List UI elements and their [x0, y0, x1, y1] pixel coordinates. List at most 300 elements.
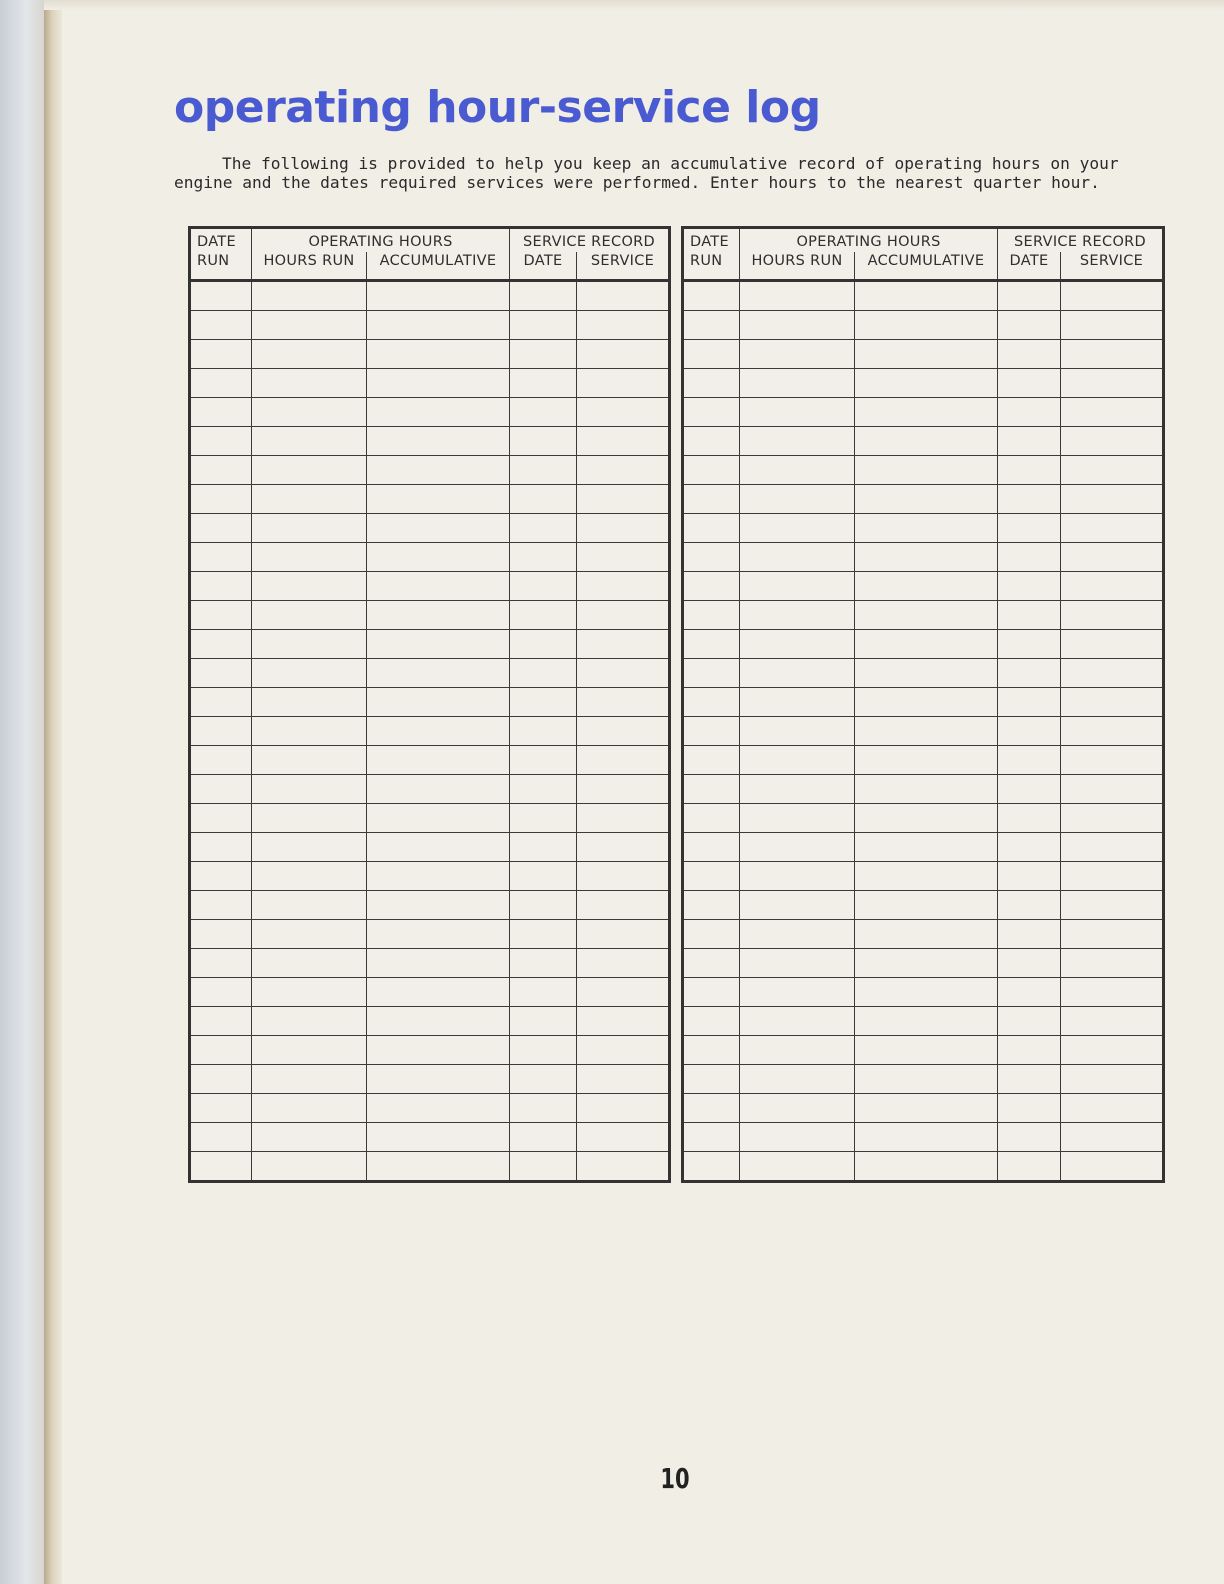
service-date-cell[interactable]	[510, 427, 577, 456]
accumulative-cell[interactable]	[367, 804, 510, 833]
service-date-cell[interactable]	[998, 1094, 1061, 1123]
service-cell[interactable]	[577, 427, 670, 456]
service-date-cell[interactable]	[998, 1065, 1061, 1094]
service-date-cell[interactable]	[998, 485, 1061, 514]
service-cell[interactable]	[1061, 311, 1164, 340]
service-date-cell[interactable]	[998, 281, 1061, 311]
accumulative-cell[interactable]	[367, 1152, 510, 1182]
accumulative-cell[interactable]	[367, 1065, 510, 1094]
service-date-cell[interactable]	[998, 659, 1061, 688]
hours-run-cell[interactable]	[740, 862, 855, 891]
service-date-cell[interactable]	[998, 601, 1061, 630]
hours-run-cell[interactable]	[740, 456, 855, 485]
date-run-cell[interactable]	[190, 659, 252, 688]
service-date-cell[interactable]	[510, 601, 577, 630]
service-date-cell[interactable]	[510, 340, 577, 369]
hours-run-cell[interactable]	[740, 311, 855, 340]
service-cell[interactable]	[1061, 1007, 1164, 1036]
hours-run-cell[interactable]	[252, 1152, 367, 1182]
hours-run-cell[interactable]	[740, 630, 855, 659]
date-run-cell[interactable]	[683, 543, 740, 572]
service-cell[interactable]	[577, 1152, 670, 1182]
service-cell[interactable]	[577, 1123, 670, 1152]
service-cell[interactable]	[1061, 1094, 1164, 1123]
hours-run-cell[interactable]	[740, 1152, 855, 1182]
service-date-cell[interactable]	[998, 891, 1061, 920]
hours-run-cell[interactable]	[252, 1094, 367, 1123]
service-date-cell[interactable]	[998, 543, 1061, 572]
accumulative-cell[interactable]	[855, 340, 998, 369]
service-date-cell[interactable]	[998, 688, 1061, 717]
service-date-cell[interactable]	[510, 1123, 577, 1152]
hours-run-cell[interactable]	[252, 630, 367, 659]
accumulative-cell[interactable]	[855, 398, 998, 427]
date-run-cell[interactable]	[190, 746, 252, 775]
date-run-cell[interactable]	[683, 717, 740, 746]
date-run-cell[interactable]	[190, 456, 252, 485]
accumulative-cell[interactable]	[855, 1036, 998, 1065]
service-date-cell[interactable]	[998, 862, 1061, 891]
service-date-cell[interactable]	[510, 659, 577, 688]
service-date-cell[interactable]	[510, 978, 577, 1007]
date-run-cell[interactable]	[683, 427, 740, 456]
service-cell[interactable]	[1061, 775, 1164, 804]
service-cell[interactable]	[1061, 340, 1164, 369]
service-date-cell[interactable]	[998, 717, 1061, 746]
accumulative-cell[interactable]	[855, 1123, 998, 1152]
accumulative-cell[interactable]	[855, 920, 998, 949]
service-cell[interactable]	[1061, 456, 1164, 485]
date-run-cell[interactable]	[683, 688, 740, 717]
hours-run-cell[interactable]	[252, 572, 367, 601]
hours-run-cell[interactable]	[740, 369, 855, 398]
service-date-cell[interactable]	[998, 804, 1061, 833]
hours-run-cell[interactable]	[252, 949, 367, 978]
service-cell[interactable]	[1061, 1036, 1164, 1065]
accumulative-cell[interactable]	[855, 514, 998, 543]
date-run-cell[interactable]	[683, 862, 740, 891]
hours-run-cell[interactable]	[252, 833, 367, 862]
accumulative-cell[interactable]	[367, 688, 510, 717]
hours-run-cell[interactable]	[740, 746, 855, 775]
hours-run-cell[interactable]	[740, 485, 855, 514]
service-date-cell[interactable]	[998, 978, 1061, 1007]
service-cell[interactable]	[1061, 717, 1164, 746]
service-cell[interactable]	[1061, 978, 1164, 1007]
accumulative-cell[interactable]	[367, 572, 510, 601]
accumulative-cell[interactable]	[855, 862, 998, 891]
service-cell[interactable]	[577, 659, 670, 688]
accumulative-cell[interactable]	[855, 746, 998, 775]
service-date-cell[interactable]	[510, 281, 577, 311]
accumulative-cell[interactable]	[367, 630, 510, 659]
date-run-cell[interactable]	[683, 804, 740, 833]
accumulative-cell[interactable]	[367, 601, 510, 630]
hours-run-cell[interactable]	[740, 1036, 855, 1065]
hours-run-cell[interactable]	[252, 688, 367, 717]
service-cell[interactable]	[577, 514, 670, 543]
service-cell[interactable]	[1061, 398, 1164, 427]
accumulative-cell[interactable]	[367, 456, 510, 485]
service-cell[interactable]	[1061, 281, 1164, 311]
service-date-cell[interactable]	[510, 746, 577, 775]
service-date-cell[interactable]	[510, 630, 577, 659]
date-run-cell[interactable]	[190, 281, 252, 311]
service-date-cell[interactable]	[998, 514, 1061, 543]
hours-run-cell[interactable]	[252, 369, 367, 398]
hours-run-cell[interactable]	[252, 1036, 367, 1065]
service-cell[interactable]	[1061, 369, 1164, 398]
accumulative-cell[interactable]	[367, 340, 510, 369]
service-date-cell[interactable]	[510, 688, 577, 717]
accumulative-cell[interactable]	[367, 949, 510, 978]
service-cell[interactable]	[1061, 688, 1164, 717]
hours-run-cell[interactable]	[252, 920, 367, 949]
hours-run-cell[interactable]	[740, 340, 855, 369]
accumulative-cell[interactable]	[367, 746, 510, 775]
service-date-cell[interactable]	[510, 572, 577, 601]
accumulative-cell[interactable]	[855, 688, 998, 717]
service-cell[interactable]	[577, 1094, 670, 1123]
accumulative-cell[interactable]	[367, 311, 510, 340]
service-cell[interactable]	[577, 833, 670, 862]
date-run-cell[interactable]	[190, 717, 252, 746]
date-run-cell[interactable]	[683, 659, 740, 688]
hours-run-cell[interactable]	[740, 1123, 855, 1152]
date-run-cell[interactable]	[683, 1065, 740, 1094]
service-cell[interactable]	[1061, 949, 1164, 978]
accumulative-cell[interactable]	[855, 1007, 998, 1036]
service-cell[interactable]	[1061, 920, 1164, 949]
date-run-cell[interactable]	[190, 804, 252, 833]
service-cell[interactable]	[577, 311, 670, 340]
service-cell[interactable]	[1061, 833, 1164, 862]
accumulative-cell[interactable]	[855, 659, 998, 688]
accumulative-cell[interactable]	[367, 659, 510, 688]
date-run-cell[interactable]	[683, 340, 740, 369]
date-run-cell[interactable]	[190, 688, 252, 717]
hours-run-cell[interactable]	[740, 1094, 855, 1123]
date-run-cell[interactable]	[190, 601, 252, 630]
date-run-cell[interactable]	[190, 1036, 252, 1065]
accumulative-cell[interactable]	[367, 427, 510, 456]
accumulative-cell[interactable]	[367, 891, 510, 920]
date-run-cell[interactable]	[683, 630, 740, 659]
service-date-cell[interactable]	[998, 456, 1061, 485]
date-run-cell[interactable]	[683, 1036, 740, 1065]
service-cell[interactable]	[1061, 485, 1164, 514]
service-cell[interactable]	[1061, 630, 1164, 659]
date-run-cell[interactable]	[683, 746, 740, 775]
service-cell[interactable]	[577, 891, 670, 920]
hours-run-cell[interactable]	[252, 1065, 367, 1094]
date-run-cell[interactable]	[190, 340, 252, 369]
hours-run-cell[interactable]	[740, 775, 855, 804]
date-run-cell[interactable]	[190, 485, 252, 514]
service-date-cell[interactable]	[510, 369, 577, 398]
hours-run-cell[interactable]	[252, 543, 367, 572]
date-run-cell[interactable]	[683, 369, 740, 398]
service-date-cell[interactable]	[510, 311, 577, 340]
service-date-cell[interactable]	[510, 717, 577, 746]
hours-run-cell[interactable]	[252, 456, 367, 485]
accumulative-cell[interactable]	[367, 398, 510, 427]
service-date-cell[interactable]	[998, 1123, 1061, 1152]
accumulative-cell[interactable]	[855, 456, 998, 485]
date-run-cell[interactable]	[190, 543, 252, 572]
date-run-cell[interactable]	[683, 485, 740, 514]
service-date-cell[interactable]	[998, 630, 1061, 659]
accumulative-cell[interactable]	[855, 630, 998, 659]
hours-run-cell[interactable]	[740, 281, 855, 311]
hours-run-cell[interactable]	[740, 688, 855, 717]
service-cell[interactable]	[1061, 746, 1164, 775]
service-date-cell[interactable]	[510, 920, 577, 949]
date-run-cell[interactable]	[190, 891, 252, 920]
date-run-cell[interactable]	[190, 775, 252, 804]
hours-run-cell[interactable]	[252, 601, 367, 630]
hours-run-cell[interactable]	[252, 659, 367, 688]
service-date-cell[interactable]	[998, 775, 1061, 804]
service-cell[interactable]	[577, 369, 670, 398]
accumulative-cell[interactable]	[367, 775, 510, 804]
service-date-cell[interactable]	[510, 949, 577, 978]
service-cell[interactable]	[577, 746, 670, 775]
date-run-cell[interactable]	[683, 833, 740, 862]
service-date-cell[interactable]	[998, 1152, 1061, 1182]
accumulative-cell[interactable]	[367, 514, 510, 543]
date-run-cell[interactable]	[683, 949, 740, 978]
date-run-cell[interactable]	[683, 456, 740, 485]
service-date-cell[interactable]	[510, 456, 577, 485]
hours-run-cell[interactable]	[252, 775, 367, 804]
date-run-cell[interactable]	[190, 311, 252, 340]
accumulative-cell[interactable]	[855, 485, 998, 514]
hours-run-cell[interactable]	[252, 891, 367, 920]
service-cell[interactable]	[577, 456, 670, 485]
service-cell[interactable]	[577, 281, 670, 311]
date-run-cell[interactable]	[683, 514, 740, 543]
date-run-cell[interactable]	[190, 1094, 252, 1123]
accumulative-cell[interactable]	[855, 891, 998, 920]
service-date-cell[interactable]	[998, 572, 1061, 601]
service-date-cell[interactable]	[998, 311, 1061, 340]
date-run-cell[interactable]	[190, 398, 252, 427]
accumulative-cell[interactable]	[855, 1094, 998, 1123]
date-run-cell[interactable]	[190, 833, 252, 862]
service-date-cell[interactable]	[510, 1036, 577, 1065]
hours-run-cell[interactable]	[252, 340, 367, 369]
service-date-cell[interactable]	[998, 398, 1061, 427]
date-run-cell[interactable]	[683, 978, 740, 1007]
date-run-cell[interactable]	[190, 920, 252, 949]
service-date-cell[interactable]	[510, 1094, 577, 1123]
service-date-cell[interactable]	[510, 485, 577, 514]
hours-run-cell[interactable]	[740, 398, 855, 427]
hours-run-cell[interactable]	[252, 398, 367, 427]
service-date-cell[interactable]	[998, 746, 1061, 775]
service-date-cell[interactable]	[998, 949, 1061, 978]
accumulative-cell[interactable]	[367, 978, 510, 1007]
date-run-cell[interactable]	[683, 1123, 740, 1152]
accumulative-cell[interactable]	[367, 717, 510, 746]
service-cell[interactable]	[1061, 1065, 1164, 1094]
hours-run-cell[interactable]	[740, 1007, 855, 1036]
hours-run-cell[interactable]	[252, 514, 367, 543]
accumulative-cell[interactable]	[367, 920, 510, 949]
hours-run-cell[interactable]	[252, 746, 367, 775]
date-run-cell[interactable]	[683, 1094, 740, 1123]
service-date-cell[interactable]	[510, 1007, 577, 1036]
service-cell[interactable]	[577, 601, 670, 630]
accumulative-cell[interactable]	[367, 485, 510, 514]
accumulative-cell[interactable]	[367, 833, 510, 862]
service-date-cell[interactable]	[510, 398, 577, 427]
service-cell[interactable]	[577, 1065, 670, 1094]
date-run-cell[interactable]	[683, 311, 740, 340]
service-cell[interactable]	[1061, 543, 1164, 572]
date-run-cell[interactable]	[683, 891, 740, 920]
service-date-cell[interactable]	[510, 862, 577, 891]
date-run-cell[interactable]	[683, 572, 740, 601]
service-cell[interactable]	[1061, 891, 1164, 920]
service-cell[interactable]	[577, 688, 670, 717]
service-date-cell[interactable]	[510, 1065, 577, 1094]
service-cell[interactable]	[577, 572, 670, 601]
hours-run-cell[interactable]	[740, 572, 855, 601]
date-run-cell[interactable]	[190, 1123, 252, 1152]
hours-run-cell[interactable]	[740, 601, 855, 630]
service-cell[interactable]	[1061, 659, 1164, 688]
hours-run-cell[interactable]	[252, 717, 367, 746]
service-date-cell[interactable]	[510, 514, 577, 543]
date-run-cell[interactable]	[190, 369, 252, 398]
hours-run-cell[interactable]	[252, 1007, 367, 1036]
date-run-cell[interactable]	[190, 1065, 252, 1094]
hours-run-cell[interactable]	[252, 1123, 367, 1152]
accumulative-cell[interactable]	[855, 369, 998, 398]
accumulative-cell[interactable]	[367, 1036, 510, 1065]
accumulative-cell[interactable]	[367, 1007, 510, 1036]
service-cell[interactable]	[577, 485, 670, 514]
date-run-cell[interactable]	[190, 1152, 252, 1182]
service-cell[interactable]	[577, 978, 670, 1007]
hours-run-cell[interactable]	[252, 281, 367, 311]
date-run-cell[interactable]	[683, 920, 740, 949]
service-cell[interactable]	[577, 920, 670, 949]
service-date-cell[interactable]	[510, 1152, 577, 1182]
hours-run-cell[interactable]	[740, 514, 855, 543]
service-cell[interactable]	[577, 1007, 670, 1036]
service-date-cell[interactable]	[510, 891, 577, 920]
accumulative-cell[interactable]	[855, 281, 998, 311]
accumulative-cell[interactable]	[367, 369, 510, 398]
date-run-cell[interactable]	[190, 1007, 252, 1036]
service-cell[interactable]	[577, 775, 670, 804]
hours-run-cell[interactable]	[252, 311, 367, 340]
service-cell[interactable]	[577, 717, 670, 746]
hours-run-cell[interactable]	[740, 978, 855, 1007]
hours-run-cell[interactable]	[740, 891, 855, 920]
service-date-cell[interactable]	[510, 775, 577, 804]
accumulative-cell[interactable]	[855, 311, 998, 340]
accumulative-cell[interactable]	[855, 775, 998, 804]
date-run-cell[interactable]	[190, 862, 252, 891]
service-cell[interactable]	[1061, 862, 1164, 891]
service-date-cell[interactable]	[998, 427, 1061, 456]
service-date-cell[interactable]	[998, 369, 1061, 398]
accumulative-cell[interactable]	[855, 543, 998, 572]
service-cell[interactable]	[577, 543, 670, 572]
accumulative-cell[interactable]	[367, 1123, 510, 1152]
date-run-cell[interactable]	[190, 630, 252, 659]
date-run-cell[interactable]	[683, 398, 740, 427]
hours-run-cell[interactable]	[740, 804, 855, 833]
service-cell[interactable]	[577, 340, 670, 369]
accumulative-cell[interactable]	[855, 949, 998, 978]
service-date-cell[interactable]	[510, 833, 577, 862]
hours-run-cell[interactable]	[740, 543, 855, 572]
date-run-cell[interactable]	[190, 514, 252, 543]
date-run-cell[interactable]	[190, 978, 252, 1007]
service-cell[interactable]	[577, 398, 670, 427]
service-cell[interactable]	[577, 949, 670, 978]
date-run-cell[interactable]	[190, 427, 252, 456]
accumulative-cell[interactable]	[367, 862, 510, 891]
hours-run-cell[interactable]	[740, 659, 855, 688]
service-cell[interactable]	[577, 862, 670, 891]
hours-run-cell[interactable]	[740, 427, 855, 456]
accumulative-cell[interactable]	[367, 1094, 510, 1123]
accumulative-cell[interactable]	[855, 601, 998, 630]
accumulative-cell[interactable]	[855, 1065, 998, 1094]
service-date-cell[interactable]	[998, 920, 1061, 949]
service-cell[interactable]	[1061, 514, 1164, 543]
service-cell[interactable]	[1061, 804, 1164, 833]
hours-run-cell[interactable]	[252, 427, 367, 456]
hours-run-cell[interactable]	[740, 717, 855, 746]
hours-run-cell[interactable]	[740, 920, 855, 949]
service-date-cell[interactable]	[998, 340, 1061, 369]
date-run-cell[interactable]	[190, 949, 252, 978]
accumulative-cell[interactable]	[855, 978, 998, 1007]
date-run-cell[interactable]	[683, 775, 740, 804]
service-date-cell[interactable]	[510, 543, 577, 572]
hours-run-cell[interactable]	[740, 1065, 855, 1094]
accumulative-cell[interactable]	[855, 427, 998, 456]
service-cell[interactable]	[1061, 1152, 1164, 1182]
date-run-cell[interactable]	[683, 1007, 740, 1036]
service-cell[interactable]	[1061, 427, 1164, 456]
date-run-cell[interactable]	[683, 1152, 740, 1182]
hours-run-cell[interactable]	[252, 485, 367, 514]
accumulative-cell[interactable]	[367, 543, 510, 572]
service-date-cell[interactable]	[998, 1007, 1061, 1036]
accumulative-cell[interactable]	[855, 717, 998, 746]
service-cell[interactable]	[577, 1036, 670, 1065]
service-cell[interactable]	[577, 804, 670, 833]
service-date-cell[interactable]	[998, 1036, 1061, 1065]
service-date-cell[interactable]	[510, 804, 577, 833]
accumulative-cell[interactable]	[855, 804, 998, 833]
service-date-cell[interactable]	[998, 833, 1061, 862]
hours-run-cell[interactable]	[252, 862, 367, 891]
date-run-cell[interactable]	[683, 281, 740, 311]
hours-run-cell[interactable]	[252, 978, 367, 1007]
service-cell[interactable]	[577, 630, 670, 659]
service-cell[interactable]	[1061, 601, 1164, 630]
accumulative-cell[interactable]	[367, 281, 510, 311]
